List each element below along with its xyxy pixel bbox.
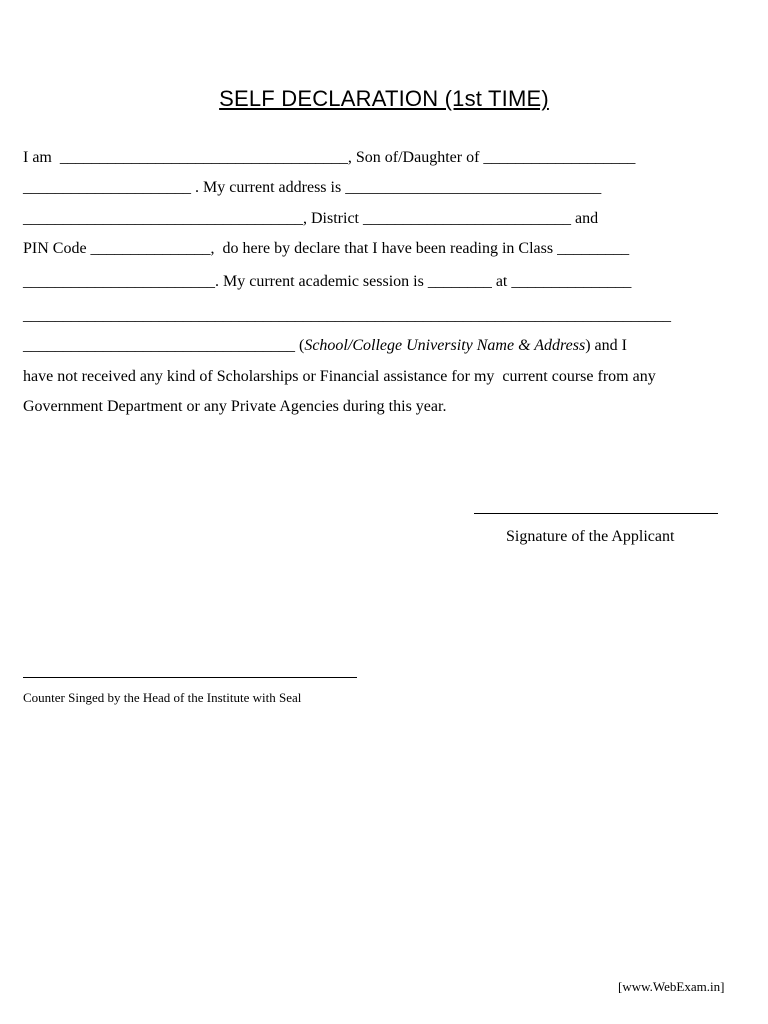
body-line-6: _________________________________________________________________________________ (23, 307, 671, 324)
body-line-2: _____________________ . My current address is ________________________________ (23, 179, 602, 196)
body-line-7 (23, 336, 627, 356)
body-line-9: Government Department or any Private Agencies during this year. (23, 398, 447, 415)
body-line-1: I am ____________________________________, Son of/Daughter of ___________________ (23, 149, 636, 166)
applicant-signature-label: Signature of the Applicant (506, 528, 675, 545)
body-line-5: ________________________. My current academic session is ________ at _______________ (23, 273, 632, 290)
applicant-signature-line (474, 513, 718, 514)
body-line-8: have not received any kind of Scholarships or Financial assistance for my current course from any (23, 368, 656, 385)
counter-sign-label: Counter Singed by the Head of the Institute with Seal (23, 690, 302, 705)
document-title: SELF DECLARATION (1st TIME) (219, 86, 549, 111)
institution-blank: __________________________________ ( (23, 337, 305, 354)
institution-hint: School/College University Name & Address (304, 337, 586, 354)
body-line-7-end: ) and I (585, 337, 627, 354)
counter-sign-line (23, 677, 357, 678)
body-line-3: ___________________________________, District __________________________ and (23, 210, 599, 227)
body-line-4: PIN Code _______________, do here by declare that I have been reading in Class _________ (23, 240, 630, 257)
footer-watermark: [www.WebExam.in] (618, 979, 725, 994)
